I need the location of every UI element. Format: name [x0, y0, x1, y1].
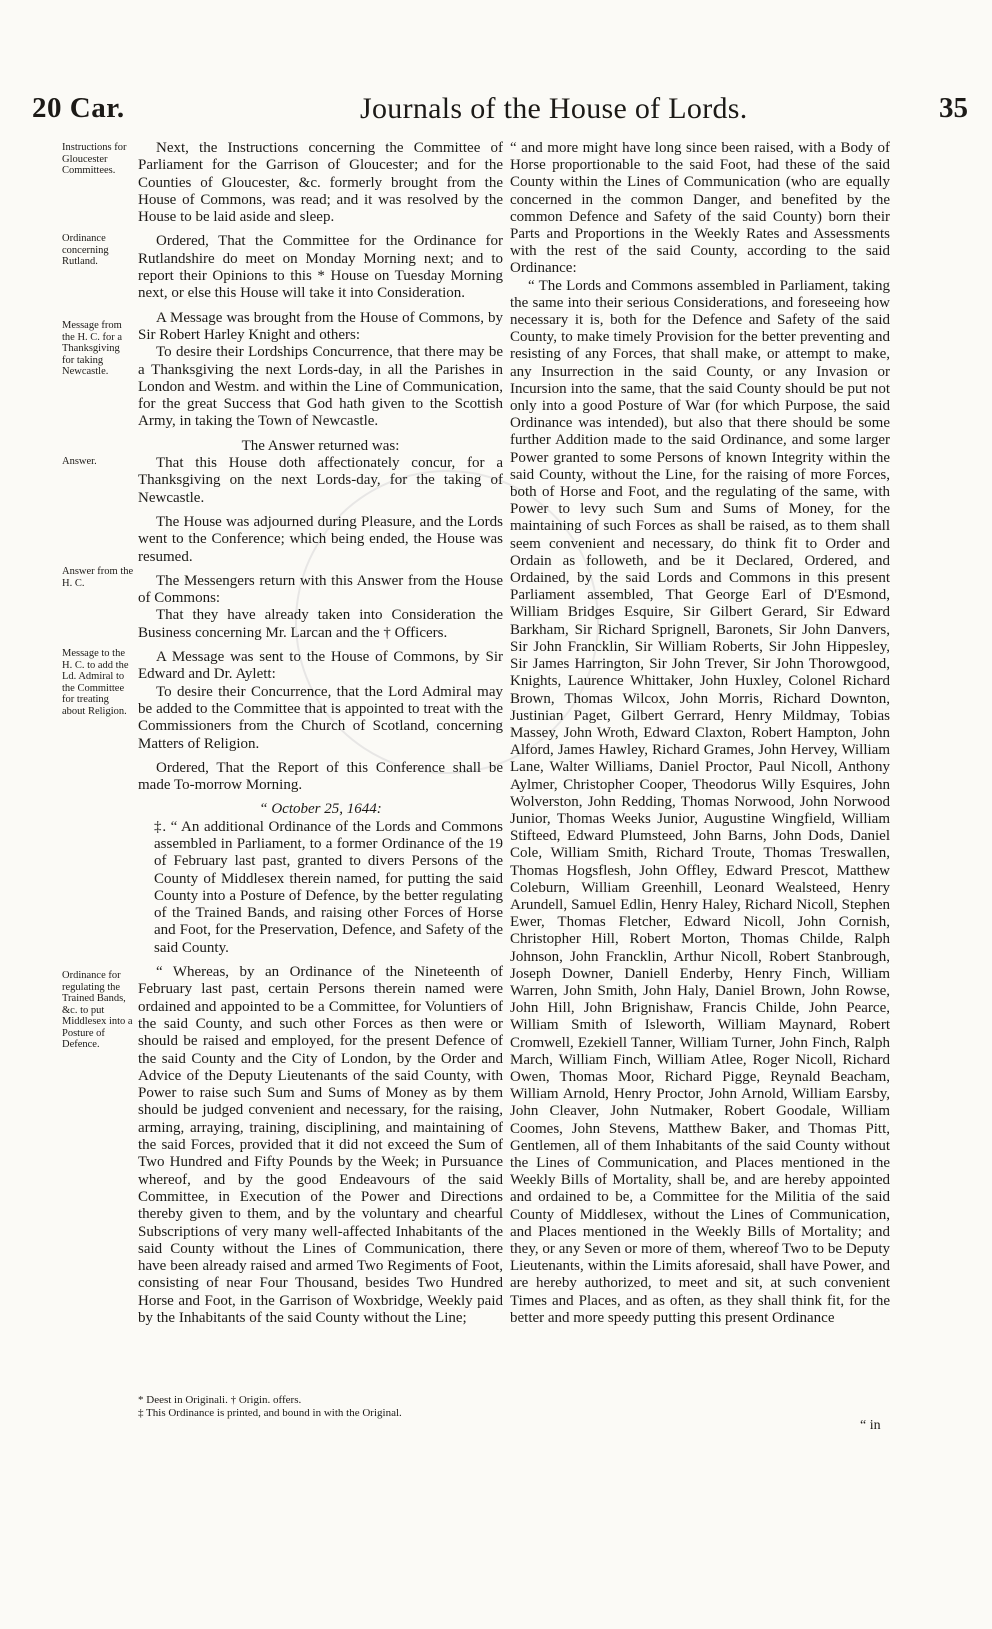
margin-note: Ordinance for regulating the Trained Bands, &c. to put Middlesex into a Posture of Defence.	[62, 970, 133, 1050]
paragraph: To desire their Lordships Concurrence, that there may be a Thanksgiving the next Lords-day, in all the Parishes in London and Westm. and within the Line of Communication, for the great Success that God hath given to the Scottish Army, in taking the Town of Newcastle.	[138, 344, 503, 430]
margin-note: Answer from the H. C.	[62, 566, 134, 589]
paragraph: The Answer returned was:	[241, 437, 400, 454]
paragraph: A Message was sent to the House of Commons, by Sir Edward and Dr. Aylett:	[138, 649, 503, 683]
margin-note: Answer.	[62, 456, 97, 467]
paragraph: A Message was brought from the House of Commons, by Sir Robert Harley Knight and others:	[138, 309, 503, 343]
margin-note: Message to the H. C. to add the Ld. Admiral to the Committee for treating about Religion.	[62, 648, 129, 717]
paragraph: To desire their Concurrence, that the Lord Admiral may be added to the Committee that is appointed to treat with the Commissioners from the Church of Scotland, concerning Matters of Religion.	[138, 683, 503, 752]
margin-note: Instructions for Gloucester Committees.	[62, 142, 127, 176]
footnote: * Deest in Originali. † Origin. offers.	[138, 1394, 302, 1406]
paragraph: That this House doth affectionately concur, for a Thanksgiving on the next Lords-day, for the taking of Newcastle.	[138, 455, 503, 506]
header-journal-title: Journals of the House of Lords.	[360, 92, 748, 125]
right-column	[510, 140, 890, 1327]
paragraph: Ordered, That the Report of this Conference shall be made To-morrow Morning.	[138, 759, 503, 794]
header-regnal-year: 20 Car.	[32, 92, 125, 124]
paragraph: That they have already taken into Consideration the Business concerning Mr. Larcan and the † Officers.	[138, 607, 503, 641]
header-page-number: 35	[939, 92, 968, 124]
paragraph: “ The Lords and Commons assembled in Parliament, taking the same into their serious Considerations, and foreseeing how necessary it is, both for the Defence and Safety of the said County, to make timely Provision for the better preventing and resisting of any Forces, that shall make, or attempt to make, any Insurrection in the said County, or any Invasion or Incursion into the same, that the said County should be put not only into a good Posture of War (for which Purpose, the said Ordinance was intended), but also that there should be some further Addition made to the said Ordinance, and some larger Power granted to some Persons of known Integrity within the said County, without the Line, for the raising of more Forces, both of Horse and Foot, and the regulating of the same, with Power to levy such Sum and Sums of Money, for the maintaining of such Forces as shall be raised, as to them shall seem convenient and necessary, do think fit to Order and Ordain as followeth, and be it Declared, Ordered, and Ordained, by the said Lords and Commons in this present Parliament assembled, That George Earl of D'Esmond, William Bridges Esquire, Sir Gilbert Gerard, Sir Edward Barkham, Sir Richard Sprignell, Baronets, Sir John Danvers, Sir John Francklin, Sir William Roberts, Sir John Hippesley, Sir James Harrington, Sir John Trever, Sir John Thorowgood, Knights, Laurence Whittaker, John Huxley, Colonel Richard Brown, Thomas Wilcox, John Morris, Richard Downton, Justinian Paget, Gilbert Gerrard, Henry Mildmay, Tobias Massey, John Wroth, Edward Claxton, Robert Hampton, John Alford, James Hawley, Richard Grames, John Hervey, William Lane, Walter Williams, Daniel Proctor, Paul Nicoll, Anthony Aylmer, Christopher Cooper, Theodorus Willy Esquires, John Wolverston, John Redding, Thomas Norwood, John Norwood Junior, Thomas Weeks Junior, Augustine Wingfield, William Stifteed, Edward Plumsteed, John Barns, John Dods, Daniel Cole, William Smith, Richard Troute, Thomas Treswallen, Thomas Hogsflesh, John Offley, Edward Prescot, Matthew Coleburn, William Greenhill, Leonard Wealsteed, Henry Arundell, Samuel Edlin, Henry Haley, Richard Nicoll, Stephen Ewer, Thomas Fletcher, Edward Nicoll, John Cornish, Christopher Hill, Robert Morton, Thomas Childe, Ralph Johnson, John Francklin, Arthur Nicoll, Robert Stanbrough, Joseph Downer, Daniell Enderby, Henry Finch, William Warren, John Smith, John Haly, Daniel Brown, John Rowse, John Hill, John Brignishaw, Francis Childe, John Pearce, William Smith of Isleworth, William Maynard, Robert Cromwell, Ezekiell Tanner, William Turner, John Finch, Ralph March, William Finch, William Atlee, Roger Nicoll, Richard Owen, Thomas Moor, Richard Pigge, Reynald Beacham, William Arnold, Henry Proctor, John Arnold, William Earsby, John Cleaver, John Nutmaker, Robert Goodale, William Coomes, John Stevens, Matthew Baker, and Thomas Pitt, Gentlemen, all of them Inhabitants of the said County without the Lines of Communication, and Places mentioned in the Weekly Bills of Mortality, shall be, and are hereby appointed and ordained to be, a Committee for the Militia of the said County of Middlesex, without the Lines of Communication, and Places mentioned in the Weekly Bills of Mortality; and they, or any Seven or more of them, whereof Two to be Deputy Lieutenants, within the Limits aforesaid, shall have Power, and are hereby authorized, to meet and sit, at such convenient Times and Places, and as often, as they shall think fit, for the better and more speedy putting this present Ordinance	[510, 277, 890, 1326]
left-column	[138, 140, 503, 1327]
paragraph: Next, the Instructions concerning the Committee of Parliament for the Garrison of Gloucester; and for the Counties of Gloucester, &c. formerly brought from the House of Commons, was read; and it was resolved by the House to be laid aside and sleep.	[138, 140, 503, 226]
page-header	[30, 92, 970, 128]
paragraph: Ordered, That the Committee for the Ordinance for Rutlandshire do meet on Monday Morning next; and to report their Opinions to this * House on Tuesday Morning next, or else this House will take it into Consideration.	[138, 233, 503, 302]
paragraph: The Messengers return with this Answer from the House of Commons:	[138, 572, 503, 607]
footnotes	[138, 1394, 498, 1420]
footnote: ‡ This Ordinance is printed, and bound in with the Original.	[138, 1407, 402, 1419]
margin-note: Ordinance concerning Rutland.	[62, 233, 109, 267]
ordinance-title: ‡. “ An additional Ordinance of the Lords and Commons assembled in Parliament, to a former Ordinance of the 19 of February last past, granted to divers Persons of the County of Middlesex therein named, for putting the said County into a Posture of Defence, by the better regulating of the Trained Bands, and raising other Forces of Horse and Foot, for the Preservation, Defence, and Safety of the said County.	[154, 818, 503, 956]
margin-note: Message from the H. C. for a Thanksgiving for taking Newcastle.	[62, 320, 123, 377]
paragraph: The House was adjourned during Pleasure, and the Lords went to the Conference; which being ended, the House was resumed.	[138, 513, 503, 565]
paragraph: “ Whereas, by an Ordinance of the Nineteenth of February last past, certain Persons therein named were ordained and appointed to be a Committee, for Voluntiers of the said County, and such other Forces as then were or should be raised and employed, for the present Defence of the said County and the City of London, by the Order and Advice of the Deputy Lieutenants of the said County, with Power to raise such Sum and Sums of Money as by them should be judged convenient and necessary, for the raising, arming, arraying, training, disciplining, and maintaining of the said Forces, provided that it did not exceed the Sum of Two Hundred and Fifty Pounds by the Week; in Pursuance whereof, and by the good Endeavours of the said Committee, in Execution of the Power and Directions thereby given to them, and by the voluntary and chearful Subscriptions of very many well-affected Inhabitants of the said County without the Lines of Communication, there have been already raised and armed Two Regiments of Foot, consisting of near Four Thousand, besides Two Hundred Horse and Foot, in the Garrison of Woxbridge, Weekly paid by the Inhabitants of the said County without the Line;	[138, 964, 503, 1326]
paragraph: “ and more might have long since been raised, with a Body of Horse proportionable to the said Foot, had these of the said County within the Lines of Communication (who are equally concerned in the common Danger, and benefited by the common Defence and Safety of the said County) born their Parts and Proportions in the Weekly Rates and Assessments with the rest of the said County, according to the said Ordinance:	[510, 140, 890, 277]
catchword: “ in	[860, 1418, 881, 1433]
ordinance-date: “ October 25, 1644:	[259, 801, 382, 818]
